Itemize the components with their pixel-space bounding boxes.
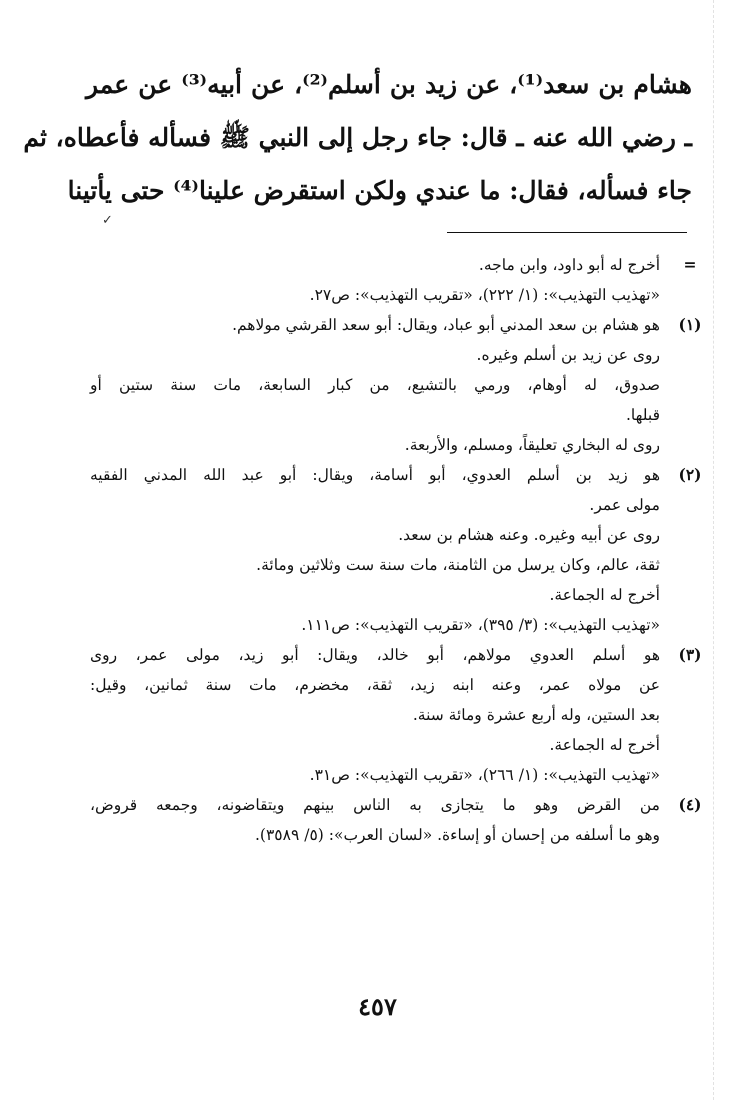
footnote-number: (١) xyxy=(678,315,702,334)
footnote-line: روى له البخاري تعليقاً، ومسلم، والأربعة. xyxy=(404,436,660,454)
footnote-number: (٢) xyxy=(678,465,702,484)
footnote-line: «تهذيب التهذيب»: (١/ ٢٢٢)، «تقريب التهذيب»: ص٢٧. xyxy=(309,286,660,304)
footnote-line: هو هشام بن سعد المدني أبو عباد، ويقال: أبو سعد القرشي مولاهم. xyxy=(232,316,660,334)
footnote-continuation xyxy=(90,250,710,310)
footnote-line: هو زيد بن أسلم العدوي، أبو أسامة، ويقال: أبو عبد الله المدني الفقيه xyxy=(90,466,660,484)
footnote-line: أخرج له الجماعة. xyxy=(549,736,660,754)
footnote-3 xyxy=(90,640,710,790)
footnote-line: ثقة، عالم، وكان يرسل من الثامنة، مات سنة ست وثلاثين ومائة. xyxy=(256,556,660,574)
footnote-4 xyxy=(90,790,710,850)
main-text-line: هشام بن سعد⁽¹⁾، عن زيد بن أسلم⁽²⁾، عن أبيه⁽³⁾ عن عمر xyxy=(86,70,692,99)
footnotes xyxy=(90,250,710,850)
continuation-marker: = xyxy=(683,255,697,274)
footnote-line: «تهذيب التهذيب»: (١/ ٢٦٦)، «تقريب التهذيب»: ص٣١. xyxy=(309,766,660,784)
footnote-2 xyxy=(90,460,710,640)
footnote-line: أخرج له الجماعة. xyxy=(549,586,660,604)
main-text-line: ـ رضي الله عنه ـ قال: جاء رجل إلى النبي ﷺ فسأله فأعطاه، ثم xyxy=(23,123,692,152)
footnote-line: هو أسلم العدوي مولاهم، أبو خالد، ويقال: أبو زيد، مولى عمر، روى xyxy=(90,646,660,664)
footnote-1 xyxy=(90,310,710,460)
footnote-line: روى عن زيد بن أسلم وغيره. xyxy=(476,346,660,364)
footnote-line: صدوق، له أوهام، ورمي بالتشيع، من كبار السابعة، مات سنة ستين أو xyxy=(90,376,660,394)
footnote-line: قبلها. xyxy=(625,406,660,424)
footnote-number: (٣) xyxy=(678,645,702,664)
margin-check-mark: ✓ xyxy=(102,213,113,228)
main-text-line: جاء فسأله، فقال: ما عندي ولكن استقرض علينا⁽⁴⁾ حتى يأتينا xyxy=(67,176,692,205)
footnote-line: عن مولاه عمر، وعنه ابنه زيد، ثقة، مخضرم، مات سنة ثمانين، وقيل: xyxy=(90,676,660,694)
footnote-line: من القرض وهو ما يتجازى به الناس بينهم ويتقاضونه، وجمعه قروض، xyxy=(90,796,660,814)
footnote-separator xyxy=(447,232,687,233)
footnote-line: «تهذيب التهذيب»: (٣/ ٣٩٥)، «تقريب التهذيب»: ص١١١. xyxy=(301,616,660,634)
footnote-line: وهو ما أسلفه من إحسان أو إساءة. «لسان العرب»: (٥/ ٣٥٨٩). xyxy=(255,826,660,844)
footnote-line: مولى عمر. xyxy=(589,496,660,514)
footnote-number: (٤) xyxy=(678,795,702,814)
main-text xyxy=(23,58,692,217)
page-number: ٤٥٧ xyxy=(358,992,397,1021)
footnote-line: أخرج له أبو داود، وابن ماجه. xyxy=(478,256,660,274)
footnote-line: بعد الستين، وله أربع عشرة ومائة سنة. xyxy=(412,706,660,724)
footnote-line: روى عن أبيه وغيره. وعنه هشام بن سعد. xyxy=(398,526,660,544)
page-gutter-line xyxy=(713,0,714,1100)
